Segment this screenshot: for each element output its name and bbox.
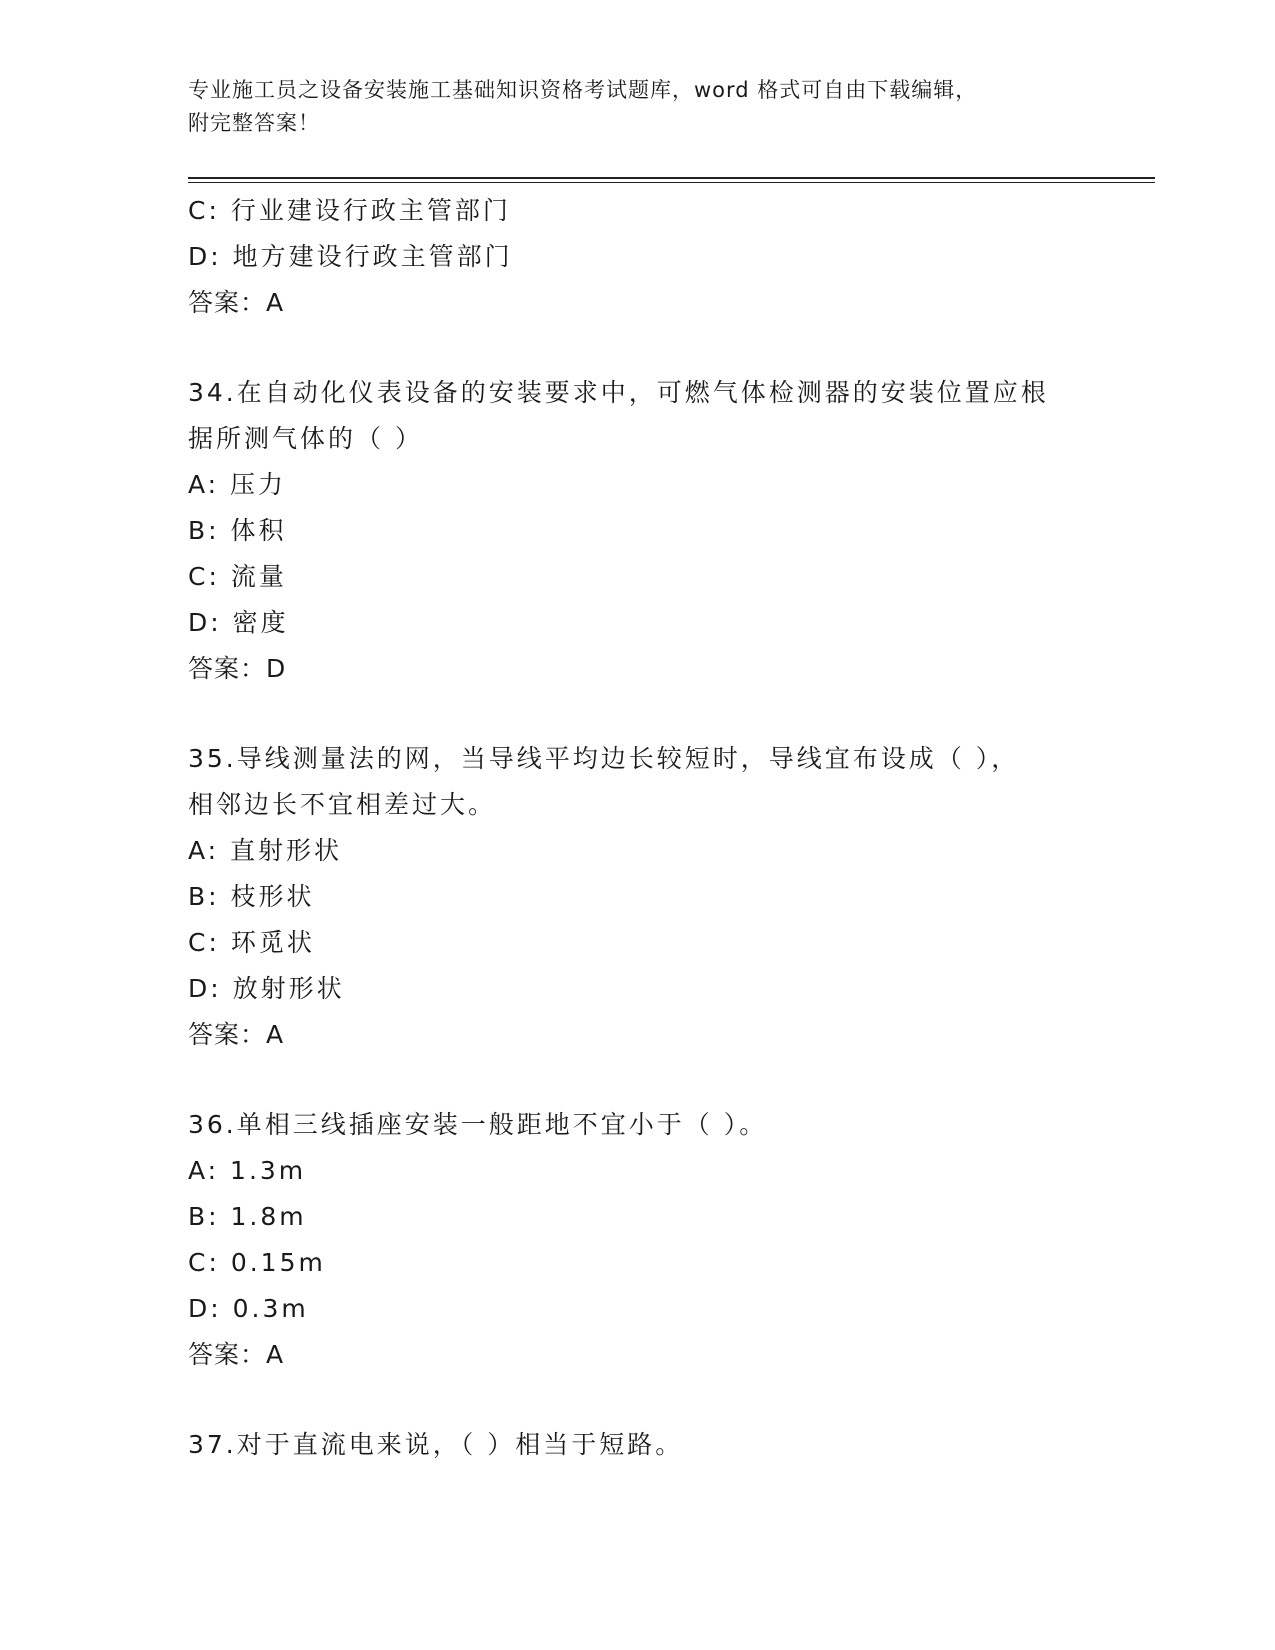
question-text: 据所测气体的（ ） [188,424,423,453]
option-c: C: 行业建设行政主管部门 [188,196,511,225]
question-text: 36.单相三线插座安装一般距地不宜小于（ ）。 [188,1110,768,1139]
option-a: A: 直射形状 [188,836,343,865]
option-b: B: 1.8m [188,1202,307,1231]
question-text: 34.在自动化仪表设备的安装要求中，可燃气体检测器的安装位置应根 [188,378,1049,407]
question-list [188,188,1108,1468]
question-text: 35.导线测量法的网，当导线平均边长较短时，导线宜布设成（ ）， [188,744,1020,773]
option-c: C: 环觅状 [188,928,315,957]
header-line-1: 专业施工员之设备安装施工基础知识资格考试题库，word 格式可自由下载编辑， [188,78,978,102]
question-text: 37.对于直流电来说，（ ）相当于短路。 [188,1430,684,1459]
question-block-37 [188,1422,1108,1468]
question-block-36 [188,1102,1108,1378]
option-c: C: 0.15m [188,1248,326,1277]
answer-line: 答案：A [188,1020,285,1049]
answer-line: 答案：A [188,288,285,317]
option-d: D: 0.3m [188,1294,309,1323]
document-header [188,74,1108,140]
option-d: D: 放射形状 [188,974,345,1003]
question-block-35 [188,736,1108,1058]
option-c: C: 流量 [188,562,287,591]
option-b: B: 体积 [188,516,287,545]
option-d: D: 密度 [188,608,289,637]
header-divider-thick [188,177,1155,179]
option-d: D: 地方建设行政主管部门 [188,242,513,271]
question-block-34 [188,370,1108,692]
option-a: A: 压力 [188,470,287,499]
question-text: 相邻边长不宜相差过大。 [188,790,497,819]
answer-line: 答案：A [188,1340,285,1369]
question-block-33 [188,188,1108,326]
option-a: A: 1.3m [188,1156,307,1185]
option-b: B: 枝形状 [188,882,315,911]
header-line-2: 附完整答案！ [188,111,320,135]
header-divider-thin [188,182,1155,183]
answer-line: 答案：D [188,654,287,683]
